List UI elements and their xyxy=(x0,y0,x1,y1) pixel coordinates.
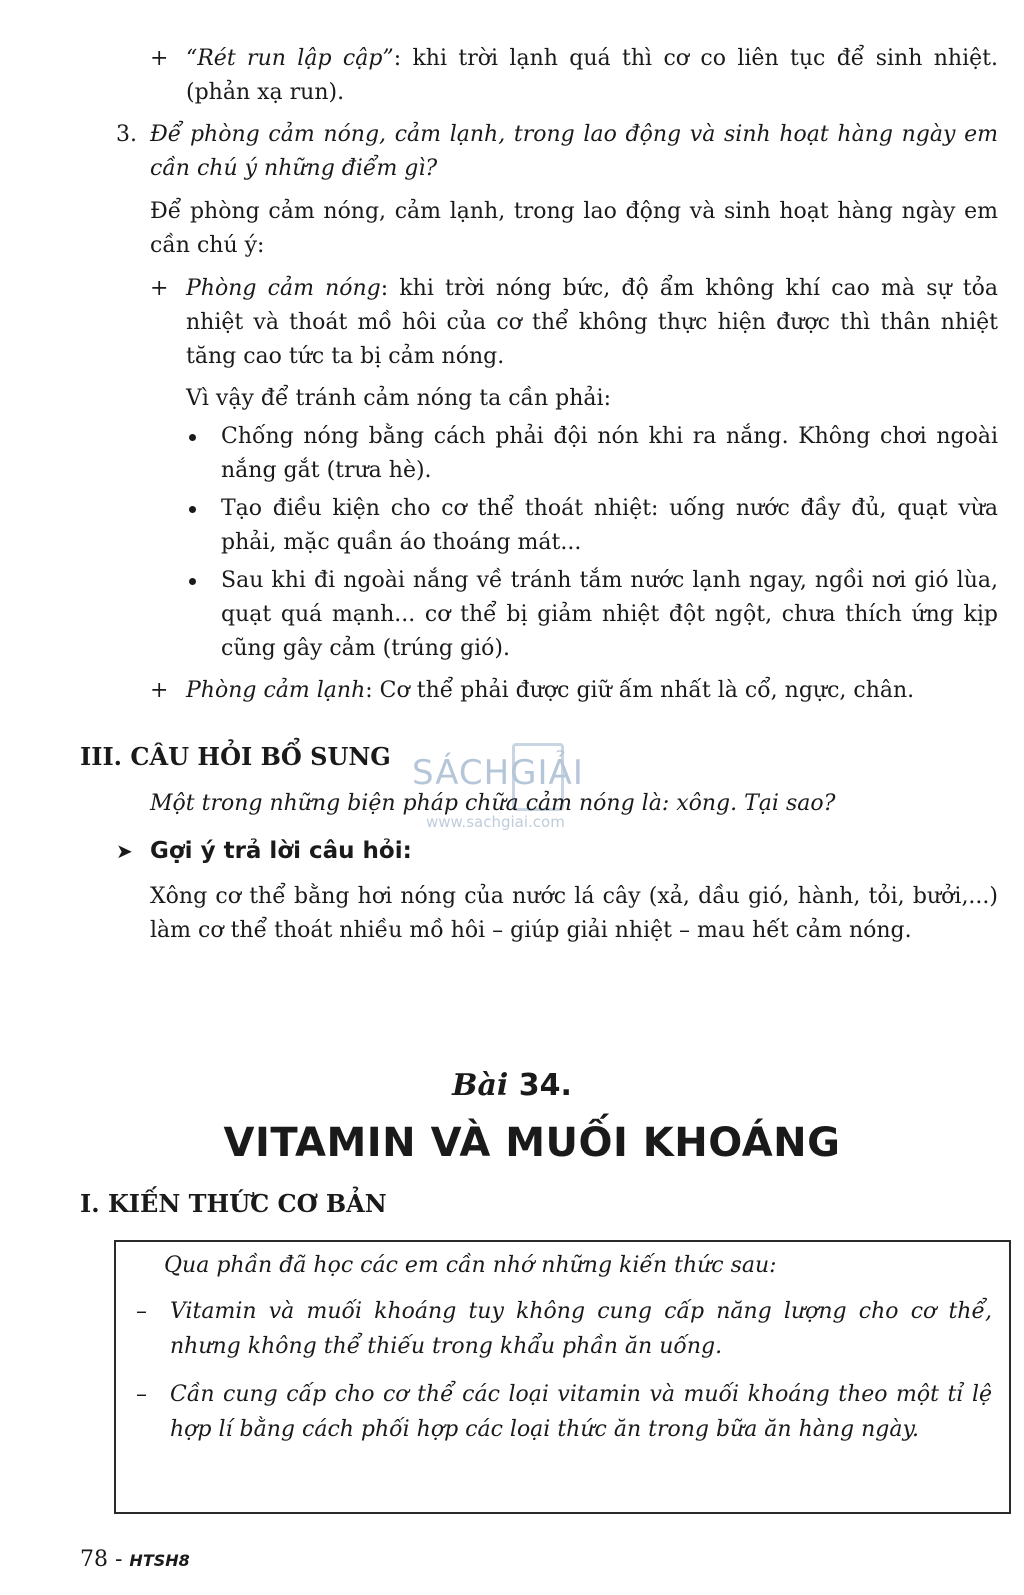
bullet-item: Sau khi đi ngoài nắng về tránh tắm nước lạnh ngay, ngồi nơi gió lùa, quạt quá mạnh... cơ thể bị giảm nhiệt đột ngột, chưa thích ứng kịp cũng gây cảm (trúng gió). xyxy=(221,568,998,661)
dash-marker: – xyxy=(136,1382,147,1407)
plus-marker: + xyxy=(150,678,169,703)
page-number: 78 - xyxy=(80,1547,123,1572)
hint-heading: Gợi ý trả lời câu hỏi: xyxy=(150,838,412,864)
plus-marker: + xyxy=(150,46,169,71)
plus-marker: + xyxy=(150,276,169,301)
book-code: HTSH8 xyxy=(129,1551,190,1570)
shiver-paragraph xyxy=(186,42,998,110)
box-item: Vitamin và muối khoáng tuy không cung cấp năng lượng cho cơ thể, nhưng không thể thiếu trong khẩu phần ăn uống. xyxy=(170,1299,992,1359)
bullet-dot xyxy=(189,434,196,441)
bullet-item: Tạo điều kiện cho cơ thể thoát nhiệt: uống nước đầy đủ, quạt vừa phải, mặc quần áo thoáng mát... xyxy=(221,496,998,555)
dash-marker: – xyxy=(136,1299,147,1324)
avoid-intro: Vì vậy để tránh cảm nóng ta cần phải: xyxy=(186,386,611,411)
bullet-dot xyxy=(189,578,196,585)
shiver-text: : khi trời lạnh quá thì cơ co liên tục để sinh nhiệt. (phản xạ run). xyxy=(186,46,998,105)
lesson-number-value: 34. xyxy=(518,1068,572,1103)
lesson-prefix: Bài xyxy=(452,1068,509,1103)
lesson-number xyxy=(0,1068,1024,1103)
summary-box xyxy=(114,1240,1011,1514)
lesson-title: VITAMIN VÀ MUỐI KHOÁNG xyxy=(223,1120,841,1166)
arrow-icon: ➤ xyxy=(116,839,133,863)
cold-prevention-paragraph xyxy=(186,674,998,708)
cold-label: Phòng cảm lạnh xyxy=(186,678,366,703)
answer-intro: Để phòng cảm nóng, cảm lạnh, trong lao động và sinh hoạt hàng ngày em cần chú ý: xyxy=(150,199,998,258)
section-heading-supplementary: III. CÂU HỎI BỔ SUNG xyxy=(80,742,391,771)
supplementary-question: Một trong những biện pháp chữa cảm nóng là: xông. Tại sao? xyxy=(150,791,836,816)
shiver-label: “Rét run lập cập” xyxy=(186,46,394,71)
question-3-text: Để phòng cảm nóng, cảm lạnh, trong lao động và sinh hoạt hàng ngày em cần chú ý những điểm gì? xyxy=(150,122,998,181)
box-item: Cần cung cấp cho cơ thể các loại vitamin và muối khoáng theo một tỉ lệ hợp lí bằng cách phối hợp các loại thức ăn trong bữa ăn hàng ngày. xyxy=(170,1382,992,1442)
bullet-dot xyxy=(189,506,196,513)
cold-text: : Cơ thể phải được giữ ấm nhất là cổ, ngực, chân. xyxy=(365,678,915,703)
hot-prevention-paragraph xyxy=(186,272,998,374)
hot-label: Phòng cảm nóng xyxy=(186,276,381,301)
bullet-item: Chống nóng bằng cách phải đội nón khi ra nắng. Không chơi ngoài nắng gắt (trưa hè). xyxy=(221,424,998,483)
box-intro: Qua phần đã học các em cần nhớ những kiến thức sau: xyxy=(164,1253,777,1278)
question-number: 3. xyxy=(116,122,137,147)
hot-text: : khi trời nóng bức, độ ẩm không khí cao mà sự tỏa nhiệt và thoát mồ hôi của cơ thể không thực hiện được thì thân nhiệt tăng cao tức ta bị cảm nóng. xyxy=(186,276,999,369)
hint-text: Xông cơ thể bằng hơi nóng của nước lá cây (xả, dầu gió, hành, tỏi, bưởi,...) làm cơ thể thoát nhiều mồ hôi – giúp giải nhiệt – mau hết cảm nóng. xyxy=(150,884,998,943)
watermark-brand: SÁCHGIẢI xyxy=(412,753,584,793)
section-heading-basic-knowledge: I. KIẾN THỨC CƠ BẢN xyxy=(80,1189,387,1218)
page-footer xyxy=(80,1545,190,1576)
watermark-url: www.sachgiai.com xyxy=(426,813,565,831)
